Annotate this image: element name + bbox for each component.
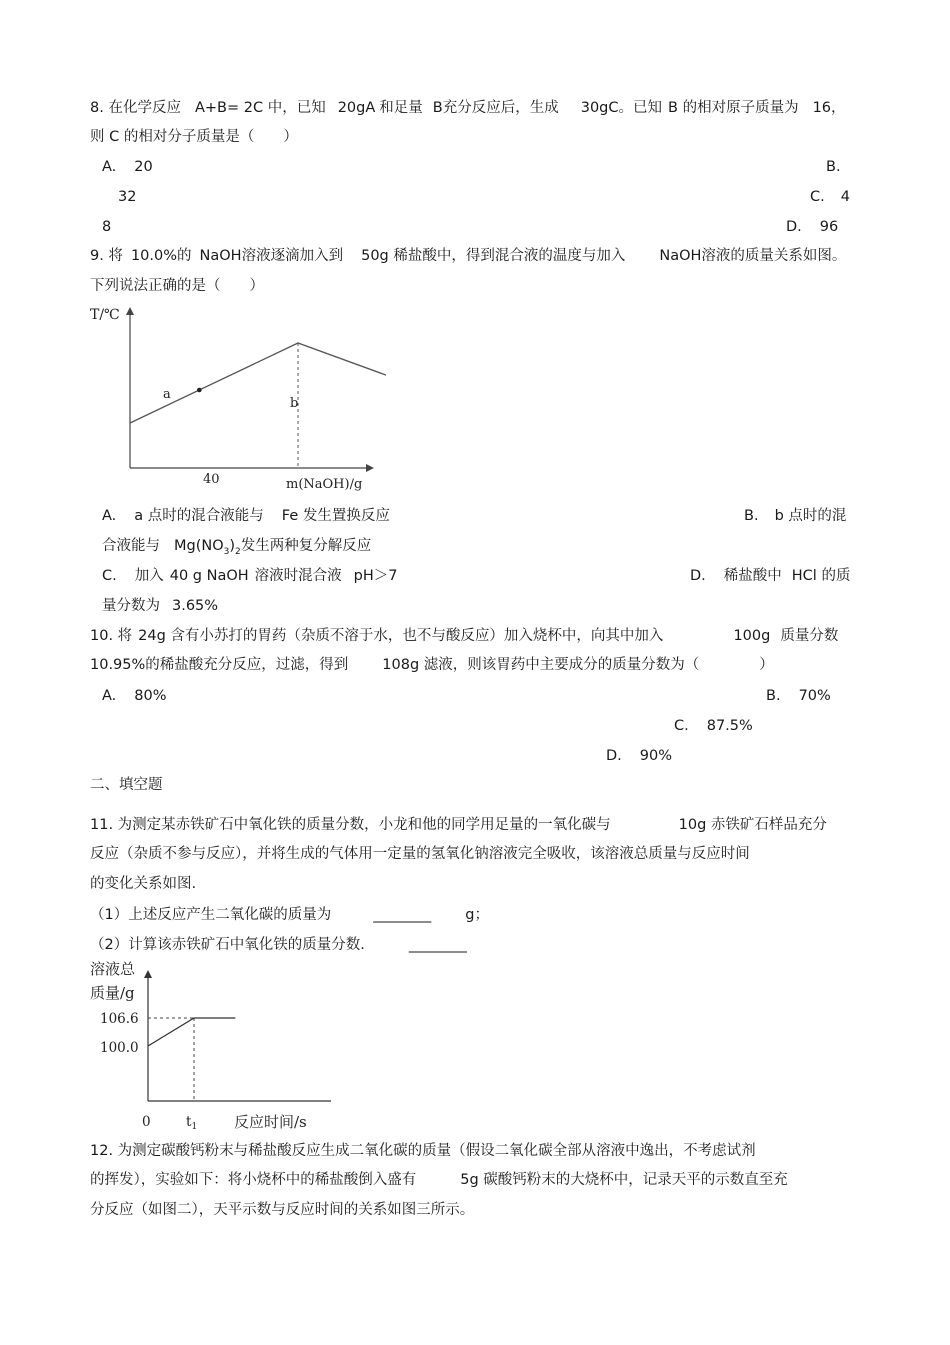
solution-mass-chart-xtick-t1: $t_1$ <box>186 1114 198 1132</box>
solution-mass-chart-series-line <box>148 1018 235 1046</box>
temperature-chart-point-a <box>197 388 202 393</box>
q11-answer-blank-2[interactable]: ________ <box>408 937 467 953</box>
q9-option-a[interactable]: A. a 点时的混合液能与 Fe 发生置换反应 <box>102 508 390 524</box>
section-title-fill-in: 二、填空题 <box>90 777 163 793</box>
q8-line1: 8. 在化学反应 A+B= 2C 中，已知 20gA 和足量 B充分反应后，生成 30gC。已知 B 的相对原子质量为 16， <box>90 100 846 116</box>
q10-option-b[interactable]: B. 70% <box>766 688 831 704</box>
solution-mass-chart-xlabel: 反应时间/s <box>234 1113 307 1131</box>
q10-option-d[interactable]: D. 90% <box>606 748 673 764</box>
q10-option-a[interactable]: A. 80% <box>102 688 167 704</box>
temperature-chart-ylabel: T/℃ <box>90 307 120 323</box>
temperature-chart-xtick-40: 40 <box>203 472 220 487</box>
q11-line3: 的变化关系如图. <box>90 876 197 892</box>
q8-option-b-value: 32 <box>118 189 137 205</box>
q9-option-b-cont: 合液能与 $Mg(NO_3)_2$发生两种复分解反应 <box>102 538 372 557</box>
solution-mass-chart-xtick-0: 0 <box>142 1114 151 1130</box>
q9-option-c[interactable]: C. 加入 40 g NaOH 溶液时混合液 pH＞7 <box>102 568 398 584</box>
q8-option-c[interactable]: C. 4 <box>810 189 850 205</box>
q8-option-c-value-cont: 8 <box>102 219 112 235</box>
q12-line3: 分反应（如图二），天平示数与反应时间的关系如图三所示。 <box>90 1202 475 1218</box>
temperature-chart-label-a: a <box>163 387 171 402</box>
q10-line1: 10. 将 24g 含有小苏打的胃药（杂质不溶于水，也不与酸反应）加入烧杯中，向其中加入 100g 质量分数 <box>90 628 839 644</box>
q10-line2: 10.95%的稀盐酸充分反应，过滤，得到 108g 滤液，则该胃药中主要成分的质量分数为（ ） <box>90 657 774 673</box>
temperature-chart-xlabel: m(NaOH)/g <box>286 477 363 492</box>
q8-option-d[interactable]: D. 96 <box>786 219 839 235</box>
q8-option-a[interactable]: A. 20 <box>102 159 153 175</box>
q9-option-b[interactable]: B. b 点时的混 <box>744 508 847 524</box>
solution-mass-chart-ylabel: 溶液总 质量/g <box>90 960 136 1002</box>
q11-answer-blank-1[interactable]: ________ <box>373 907 432 923</box>
q9-option-d-cont: 量分数为 3.65% <box>102 598 219 614</box>
solution-mass-chart-ytick-106-6: 106.6 <box>100 1011 139 1027</box>
q8-option-b-label[interactable]: B. <box>826 159 841 175</box>
q9-line2: 下列说法正确的是（ ） <box>90 278 264 294</box>
solution-mass-chart-axes <box>144 970 331 1101</box>
q8-line2: 则 C 的相对分子质量是（ ） <box>90 129 298 145</box>
q9-line1: 9. 将 10.0%的 NaOH溶液逐滴加入到 50g 稀盐酸中，得到混合液的温度与加入 NaOH溶液的质量关系如图。 <box>90 248 847 264</box>
temperature-chart <box>86 303 386 493</box>
q11-line2: 反应（杂质不参与反应），并将生成的气体用一定量的氢氧化钠溶液完全吸收，该溶液总质量与反应时间 <box>90 846 750 862</box>
q12-line2: 的挥发），实验如下：将小烧杯中的稀盐酸倒入盛有 5g 碳酸钙粉末的大烧杯中，记录天平的示数直至充 <box>90 1172 788 1188</box>
q9-option-d[interactable]: D. 稀盐酸中 HCl 的质 <box>690 568 851 584</box>
temperature-chart-series-line <box>130 343 386 423</box>
q12-line1: 12. 为测定碳酸钙粉末与稀盐酸反应生成二氧化碳的质量（假设二氧化碳全部从溶液中逸出，不考虑试剂 <box>90 1143 756 1159</box>
temperature-chart-label-b: b <box>290 396 299 411</box>
q10-option-c[interactable]: C. 87.5% <box>674 718 753 734</box>
solution-mass-chart-ytick-100: 100.0 <box>100 1040 139 1056</box>
q11-sub1: （1）上述反应产生二氧化碳的质量为 ________ g； <box>90 907 489 923</box>
q11-sub2: （2）计算该赤铁矿石中氧化铁的质量分数. ________ <box>90 937 467 953</box>
solution-mass-chart <box>86 958 346 1133</box>
q11-line1: 11. 为测定某赤铁矿石中氧化铁的质量分数，小龙和他的同学用足量的一氧化碳与 10g 赤铁矿石样品充分 <box>90 817 827 833</box>
